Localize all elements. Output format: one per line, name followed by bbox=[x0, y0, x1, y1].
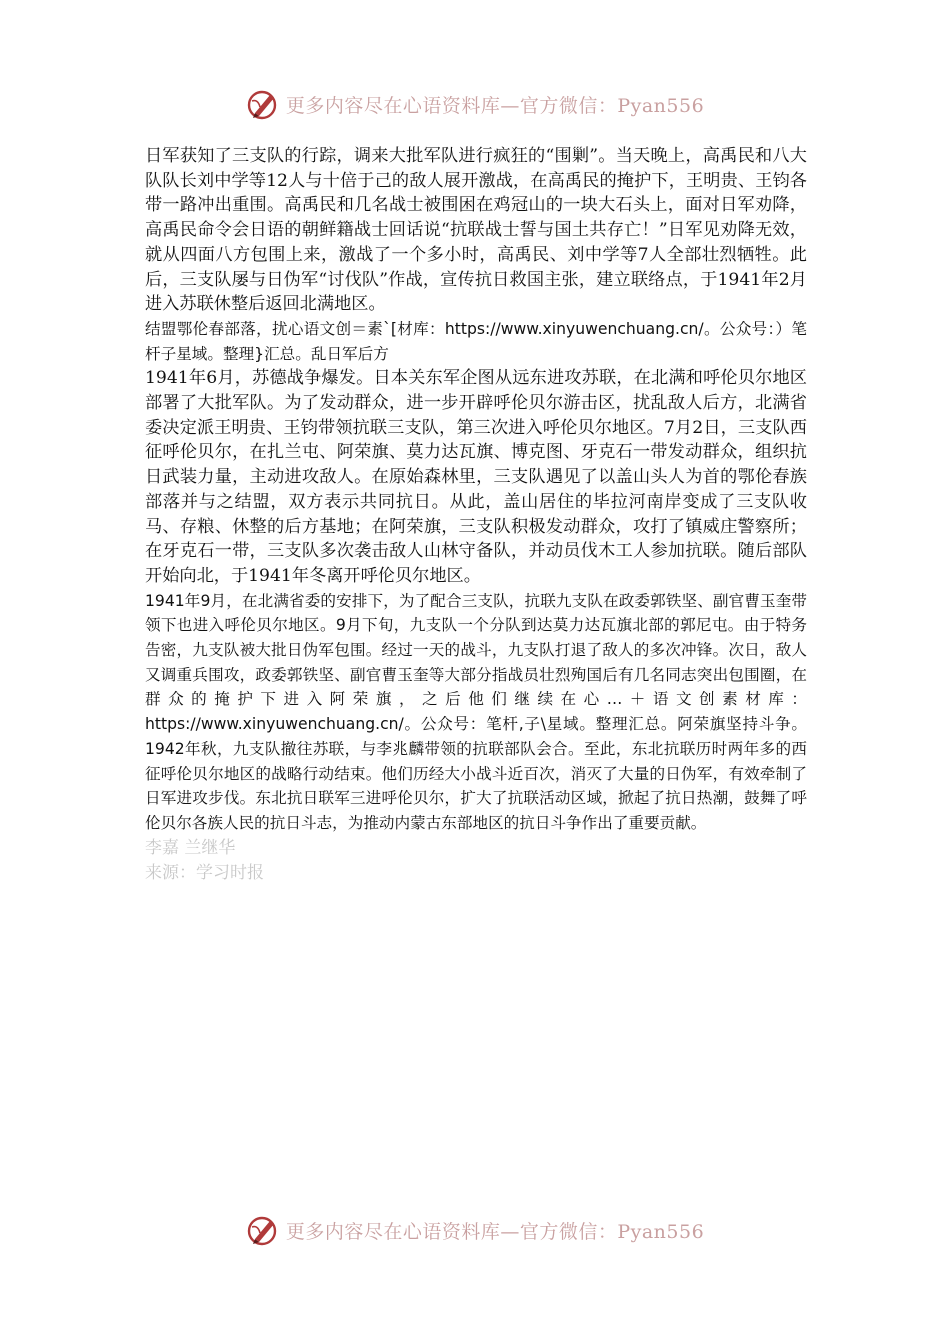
article-body bbox=[145, 144, 807, 886]
authors: 李嘉 兰继华 bbox=[145, 837, 236, 858]
banner-text: 更多内容尽在心语资料库—官方微信：Pyan556 bbox=[285, 94, 705, 117]
paragraph-4: 1941年9月，在北满省委的安排下，为了配合三支队，抗联九支队在政委郭铁坚、副官曹玉奎带领下也进入呼伦贝尔地区。9月下旬，九支队一个分队到达莫力达瓦旗北部的郭尼屯。由于特务告密，九支队被大批日伪军包围。经过一天的战斗，九支队打退了敌人的多次冲锋。次日，敌人又调重兵围攻，政委郭铁坚、副官曹玉奎等大部分指战员壮烈殉国后有几名同志突出包围圈，在群众的掩护下进入阿荣旗，之后他们继续在心…＋语文创素材库：https://www.xinyuwenchuang.cn/。公众号：笔杆,子\星域。整理汇总。阿荣旗坚持斗争。1942年秋，九支队撤往苏联，与李兆麟带领的抗联部队会合。至此，东北抗联历时两年多的西征呼伦贝尔地区的战略行动结束。他们历经大小战斗近百次，消灭了大量的日伪军，有效牵制了日军进攻步伐。东北抗日联军三进呼伦贝尔，扩大了抗联活动区域，掀起了抗日热潮，鼓舞了呼伦贝尔各族人民的抗日斗志，为推动内蒙古东部地区的抗日斗争作出了重要贡献。 bbox=[145, 591, 807, 832]
footer-banner bbox=[0, 1210, 950, 1250]
pen-logo-icon bbox=[246, 1213, 280, 1247]
banner-text: 更多内容尽在心语资料库—官方微信：Pyan556 bbox=[285, 1220, 705, 1243]
paragraph-3: 1941年6月，苏德战争爆发。日本关东军企图从远东进攻苏联，在北满和呼伦贝尔地区部署了大批军队。为了发动群众，进一步开辟呼伦贝尔游击区，扰乱敌人后方，北满省委决定派王明贵、王钧带领抗联三支队，第三次进入呼伦贝尔地区。7月2日，三支队西征呼伦贝尔，在扎兰屯、阿荣旗、莫力达瓦旗、博克图、牙克石一带发动群众，组织抗日武装力量，主动进攻敌人。在原始森林里，三支队遇见了以盖山头人为首的鄂伦春族部落并与之结盟，双方表示共同抗日。从此，盖山居住的毕拉河南岸变成了三支队收马、存粮、休整的后方基地；在阿荣旗，三支队积极发动群众，攻打了镇威庄警察所；在牙克石一带，三支队多次袭击敌人山林守备队，并动员伐木工人参加抗联。随后部队开始向北，于1941年冬离开呼伦贝尔地区。 bbox=[145, 368, 807, 586]
pen-logo-icon bbox=[246, 87, 280, 121]
paragraph-2: 结盟鄂伦春部落，扰心语文创＝素`[材库：https://www.xinyuwenchuang.cn/。公众号：）笔杆子星域。整理}汇总。乱日军后方 bbox=[145, 319, 807, 363]
paragraph-1: 日军获知了三支队的行踪，调来大批军队进行疯狂的“围剿”。当天晚上，高禹民和八大队队长刘中学等12人与十倍于己的敌人展开激战，在高禹民的掩护下，王明贵、王钧各带一路冲出重围。高禹民和几名战士被围困在鸡冠山的一块大石头上，面对日军劝降，高禹民命令会日语的朝鲜籍战士回话说“抗联战士誓与国土共存亡！”日军见劝降无效，就从四面八方包围上来，激战了一个多小时，高禹民、刘中学等7人全部壮烈牺牲。此后，三支队屡与日伪军“讨伐队”作战，宣传抗日救国主张，建立联络点，于1941年2月进入苏联休整后返回北满地区。 bbox=[145, 146, 807, 315]
source: 来源：学习时报 bbox=[145, 862, 264, 883]
header-banner bbox=[0, 84, 950, 124]
